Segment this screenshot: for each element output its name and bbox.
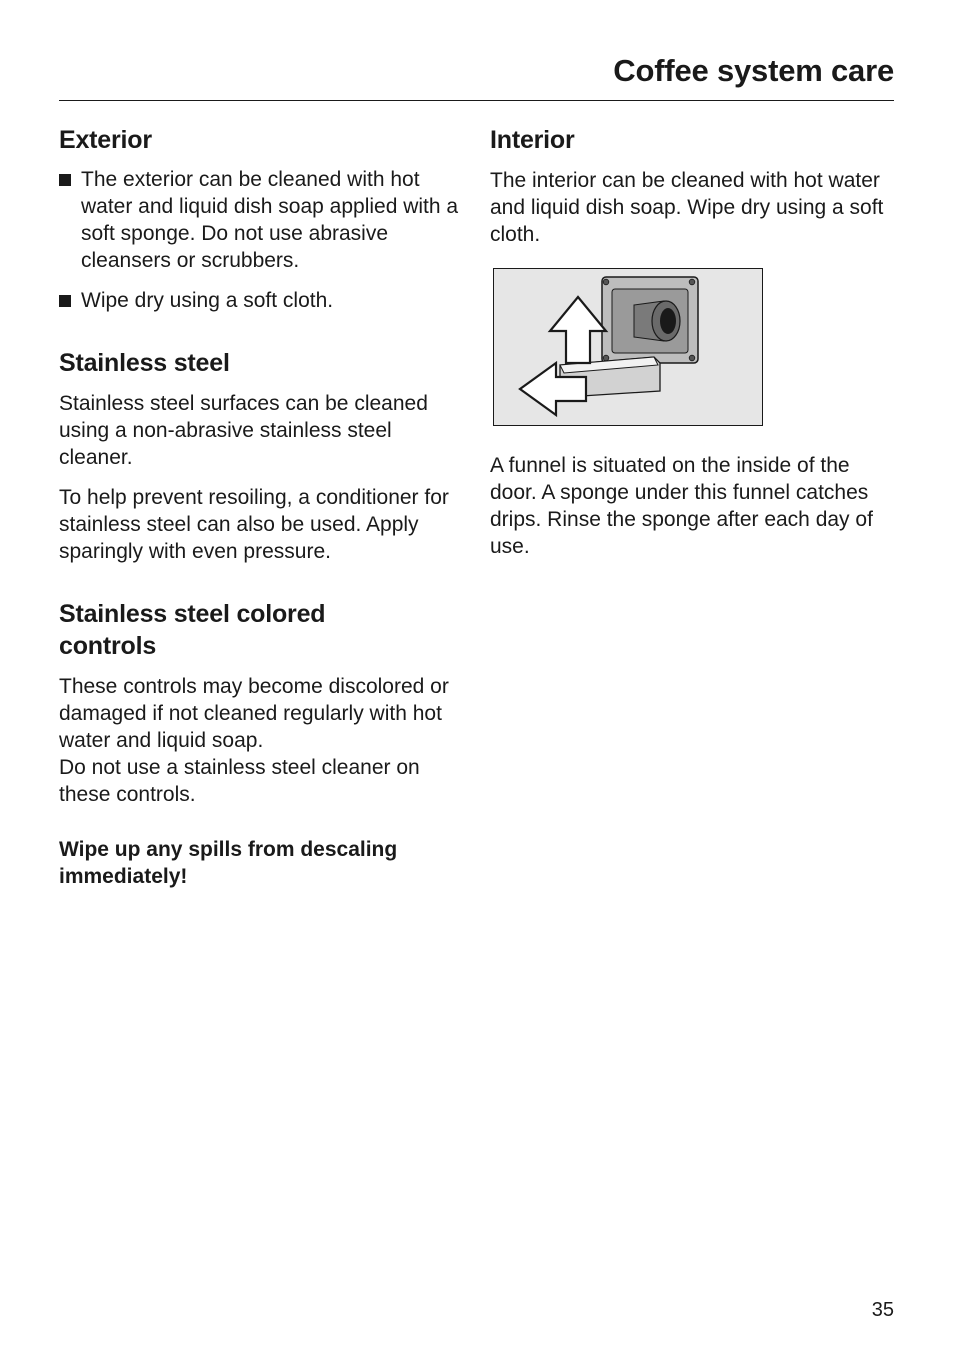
funnel-sponge-drawing [494, 269, 762, 425]
list-item [59, 166, 467, 274]
square-bullet-icon [59, 174, 71, 186]
colored-controls-section [59, 598, 467, 890]
colored-controls-paragraph [59, 673, 467, 808]
heading-line: Stainless steel colored [59, 600, 326, 628]
stainless-steel-heading: Stainless steel [59, 349, 230, 377]
colored-controls-heading [59, 598, 467, 662]
exterior-section [59, 124, 467, 314]
colored-controls-line: These controls may become discolored or damaged if not cleaned regularly with hot water and liquid soap. [59, 675, 449, 752]
descaling-warning: Wipe up any spills from descaling immediately! [59, 838, 398, 888]
page-header [59, 52, 894, 101]
interior-heading: Interior [490, 126, 575, 154]
bullet-text: Wipe dry using a soft cloth. [81, 289, 334, 312]
list-item [59, 287, 467, 314]
page-number: 35 [871, 1299, 894, 1321]
heading-line: controls [59, 632, 157, 660]
page-title: Coffee system care [613, 53, 894, 88]
square-bullet-icon [59, 295, 71, 307]
screw-icon [603, 279, 609, 285]
right-column [490, 124, 894, 560]
screw-icon [603, 355, 609, 361]
stainless-steel-section [59, 347, 467, 565]
exterior-heading: Exterior [59, 126, 152, 154]
interior-section [490, 124, 894, 560]
exterior-bullet-list [59, 166, 467, 314]
funnel-description: A funnel is situated on the inside of the door. A sponge under this funnel catches drips. Rinse the sponge after each day of use. [490, 454, 873, 558]
screw-icon [689, 355, 695, 361]
colored-controls-line: Do not use a stainless steel cleaner on these controls. [59, 756, 420, 806]
stainless-paragraph: Stainless steel surfaces can be cleaned using a non-abrasive stainless steel cleaner. [59, 392, 428, 469]
bullet-text: The exterior can be cleaned with hot water and liquid dish soap applied with a soft sponge. Do not use abrasive cleansers or scrubbers. [81, 168, 459, 272]
interior-intro: The interior can be cleaned with hot water and liquid dish soap. Wipe dry using a soft cloth. [490, 169, 884, 246]
stainless-paragraph: To help prevent resoiling, a conditioner for stainless steel can also be used. Apply sparingly with even pressure. [59, 486, 449, 563]
left-column [59, 124, 467, 890]
screw-icon [689, 279, 695, 285]
funnel-hole-icon [660, 308, 676, 334]
funnel-sponge-illustration [493, 268, 763, 426]
arrow-up-icon [550, 297, 606, 363]
